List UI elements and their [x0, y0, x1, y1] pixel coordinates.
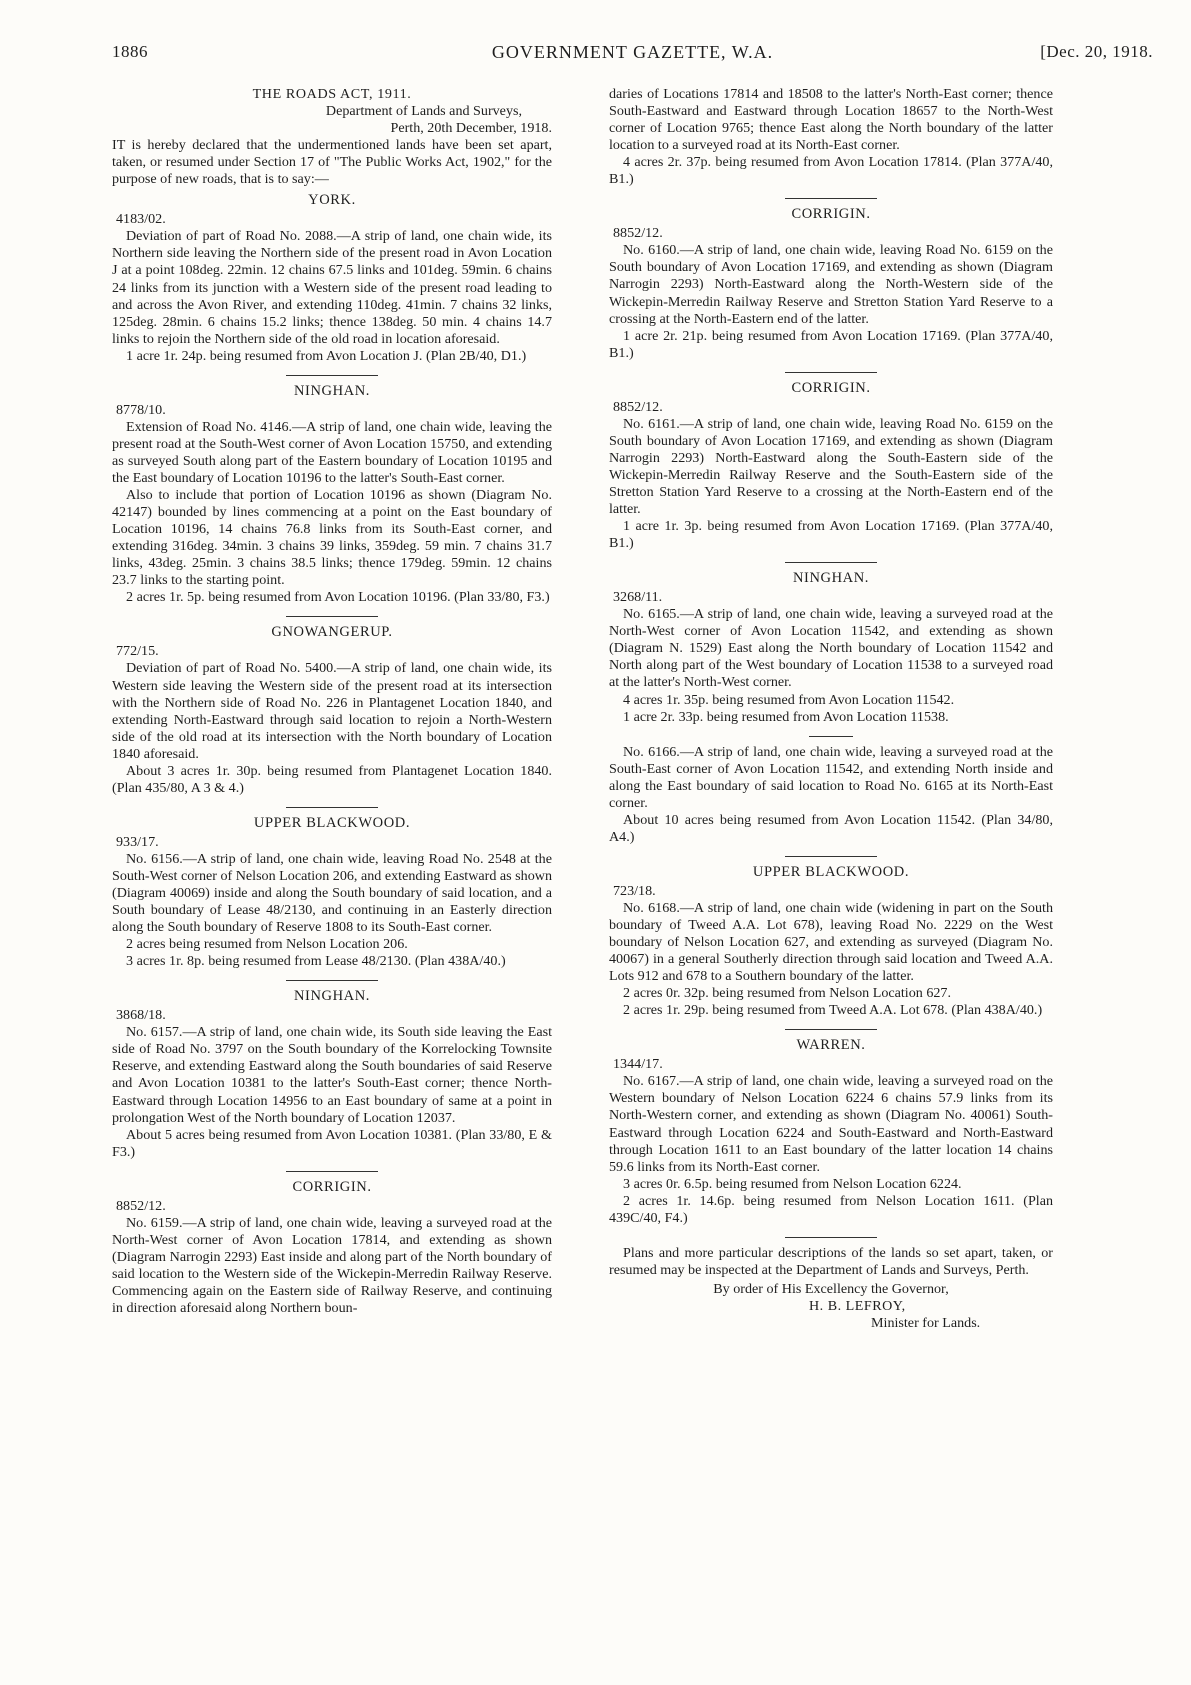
- signatory-name: H. B. LEFROY,: [809, 1297, 906, 1314]
- section-heading: UPPER BLACKWOOD.: [253, 814, 411, 831]
- section-divider: [809, 736, 853, 737]
- section-paragraph: 4 acres 1r. 35p. being resumed from Avon Location 11542.: [623, 691, 955, 708]
- section-paragraph: 2 acres being resumed from Nelson Location 206.: [126, 936, 408, 953]
- page-number: 1886: [112, 42, 148, 61]
- section-paragraph: Extension of Road No. 4146.—A strip of land, one chain wide, leaving the present road at the South-West corner of Avon Location 15750, and extending as surveyed South along part of the Eastern boundary of Location 10195 and the East boundary of Location 10196 to the latter's South-East corner.: [112, 418, 552, 486]
- section-paragraph: No. 6167.—A strip of land, one chain wide, leaving a surveyed road on the Western boundary of Nelson Location 6224 6 chains 57.9 links from its North-Western corner, and extending as shown (Diagram No. 40061) South-Eastward through Location 6224 and South-Eastward and North-Eastward through Location 1611 to an East boundary of the latter location 14 chains 59.6 links from its North-East corner.: [609, 1073, 1053, 1175]
- notice-department: Department of Lands and Surveys,: [325, 103, 522, 120]
- issue-date: [Dec. 20, 1918.: [1040, 42, 1153, 61]
- publication-title: GOVERNMENT GAZETTE, W.A.: [491, 42, 774, 62]
- section-heading: YORK.: [308, 192, 356, 209]
- section-heading: NINGHAN.: [293, 382, 371, 399]
- file-reference: 772/15.: [116, 643, 159, 660]
- section-heading: NINGHAN.: [792, 570, 870, 587]
- section-divider: [785, 1237, 877, 1238]
- text-columns: [112, 86, 1153, 1676]
- page-header: [112, 38, 1153, 64]
- section-heading: WARREN.: [796, 1037, 866, 1054]
- section-paragraph: 1 acre 1r. 3p. being resumed from Avon Location 17169. (Plan 377A/40, B1.): [609, 518, 1053, 552]
- section-paragraph: About 5 acres being resumed from Avon Location 10381. (Plan 33/80, E & F3.): [112, 1126, 552, 1160]
- section-paragraph: Deviation of part of Road No. 2088.—A strip of land, one chain wide, its Northern side leaving the Northern side of the present road in Avon Location J at a point 108deg. 22min. 12 chains 67.5 links and 101deg. 59min. 6 chains 24 links from its junction with a Western side of the present road leading to and across the Avon River, and extending 110deg. 41min. 7 chains 32 links, 125deg. 28min. 6 chains 15.2 links; thence 138deg. 50 min. 4 chains 14.7 links to rejoin the Northern side of the old road in location aforesaid.: [112, 228, 552, 347]
- file-reference: 1344/17.: [613, 1056, 663, 1073]
- section-paragraph: 2 acres 1r. 5p. being resumed from Avon Location 10196. (Plan 33/80, F3.): [126, 589, 550, 606]
- file-reference: 8852/12.: [613, 225, 663, 242]
- signatory-title: Minister for Lands.: [871, 1315, 981, 1331]
- file-reference: 8778/10.: [116, 401, 166, 418]
- section-paragraph: 3 acres 0r. 6.5p. being resumed from Nelson Location 6224.: [623, 1175, 962, 1192]
- section-divider: [785, 372, 877, 373]
- section-paragraph: 2 acres 1r. 29p. being resumed from Tweed A.A. Lot 678. (Plan 438A/40.): [623, 1002, 1043, 1019]
- section-paragraph: No. 6161.—A strip of land, one chain wide, leaving Road No. 6159 on the South boundary of Avon Location 17169, and extending as shown (Diagram Narrogin 2293) North-Eastward along the South-Eastern side of the Wickepin-Merredin Railway Reserve and the South-Eastern side of the Stretton Station Yard Reserve to a crossing at the North-Eastern end of the latter.: [609, 415, 1053, 518]
- notice-place-date: Perth, 20th December, 1918.: [390, 120, 552, 137]
- section-paragraph: Also to include that portion of Location 10196 as shown (Diagram No. 42147) bounded by lines commencing at a point on the East boundary of Location 10196, 14 chains 76.8 links from its South-East corner, and extending 316deg. 34min. 3 chains 39 links, 359deg. 59 min. 7 chains 31.7 links, 43deg. 25min. 3 chains 38.5 links; thence 179deg. 59min. 12 chains 23.7 links to the starting point.: [112, 487, 552, 589]
- section-paragraph: No. 6168.—A strip of land, one chain wide (widening in part on the South boundary of Tweed A.A. Lot 678), leaving Road No. 2229 on the West boundary of Nelson Location 627, and extending as surveyed (Diagram No. 40067) in a general Southerly direction through said location and Tweed A.A. Lots 912 and 678 to a Southern boundary of the latter.: [609, 899, 1053, 985]
- section-paragraph: About 10 acres being resumed from Avon Location 11542. (Plan 34/80, A4.): [609, 811, 1053, 845]
- section-divider: [286, 807, 378, 808]
- by-order-line: By order of His Excellency the Governor,: [713, 1280, 949, 1297]
- section-paragraph: 2 acres 1r. 14.6p. being resumed from Nelson Location 1611. (Plan 439C/40, F4.): [609, 1192, 1053, 1226]
- file-reference: 4183/02.: [116, 211, 166, 228]
- file-reference: 8852/12.: [613, 398, 663, 415]
- section-paragraph: 1 acre 1r. 24p. being resumed from Avon Location J. (Plan 2B/40, D1.): [126, 347, 527, 364]
- section-heading: UPPER BLACKWOOD.: [752, 863, 910, 880]
- section-heading: CORRIGIN.: [791, 379, 871, 396]
- section-paragraph: 3 acres 1r. 8p. being resumed from Lease 48/2130. (Plan 438A/40.): [126, 953, 506, 970]
- section-paragraph: No. 6166.—A strip of land, one chain wide, leaving a surveyed road at the South-East corner of Avon Location 11542, and extending North inside and along the East boundary of said location to Road No. 6165 at its North-East corner.: [609, 743, 1053, 811]
- section-paragraph: 2 acres 0r. 32p. being resumed from Nelson Location 627.: [623, 985, 951, 1002]
- section-paragraph: 4 acres 2r. 37p. being resumed from Avon Location 17814. (Plan 377A/40, B1.): [609, 154, 1053, 188]
- closing-paragraph: Plans and more particular descriptions of the lands so set apart, taken, or resumed may be inspected at the Department of Lands and Surveys, Perth.: [609, 1244, 1053, 1278]
- section-divider: [286, 1171, 378, 1172]
- section-heading: GNOWANGERUP.: [271, 624, 393, 641]
- section-paragraph: 1 acre 2r. 33p. being resumed from Avon Location 11538.: [623, 708, 949, 725]
- section-paragraph: About 3 acres 1r. 30p. being resumed from Plantagenet Location 1840. (Plan 435/80, A 3 & 4.): [112, 762, 552, 796]
- section-paragraph: No. 6157.—A strip of land, one chain wide, its South side leaving the East side of Road No. 3797 on the South boundary of the Korrelocking Townsite Reserve, and extending Eastward along the South boundaries of said Reserve and Avon Location 10381 to the latter's South-East corner; thence North-Eastward through Location 14956 to an East boundary of same at a point in prolongation West of the North boundary of Location 12037.: [112, 1024, 552, 1126]
- section-paragraph: No. 6156.—A strip of land, one chain wide, leaving Road No. 2548 at the South-West corner of Nelson Location 206, and extending Eastward as shown (Diagram 40069) inside and along the South boundary of said location, and a South boundary of Lease 48/2130, and continuing in an Easterly direction along the South boundary of Reserve 1808 to its South-East corner.: [112, 850, 552, 936]
- section-paragraph: Deviation of part of Road No. 5400.—A strip of land, one chain wide, its Western side leaving the Western side of the present road at its intersection with the Northern side of Road No. 226 in Plantagenet Location 1840, and extending North-Eastward through said location to rejoin a North-Western side of the old road at its intersection with the North boundary of Location 1840 aforesaid.: [112, 660, 552, 762]
- section-paragraph: 1 acre 2r. 21p. being resumed from Avon Location 17169. (Plan 377A/40, B1.): [609, 327, 1053, 361]
- right-column: [609, 86, 1053, 1332]
- file-reference: 3268/11.: [613, 589, 663, 606]
- section-paragraph: No. 6165.—A strip of land, one chain wide, leaving a surveyed road at the North-West corner of Avon Location 11542, and extending as shown (Diagram N. 1529) East along the North boundary of Location 11542 and North along part of the West boundary of Location 11538 to a surveyed road at the latter's North-West corner.: [609, 606, 1053, 691]
- file-reference: 723/18.: [613, 882, 656, 899]
- section-divider: [286, 980, 378, 981]
- section-heading: CORRIGIN.: [791, 206, 871, 223]
- left-column: [112, 86, 552, 1317]
- section-paragraph: No. 6160.—A strip of land, one chain wide, leaving Road No. 6159 on the South boundary of Avon Location 17169, and extending as shown (Diagram Narrogin 2293) North-Eastward along the North-Western side of the Wickepin-Merredin Railway Reserve and Stretton Station Yard Reserve to a crossing at the North-Eastern end of the latter.: [609, 242, 1053, 327]
- section-divider: [785, 1029, 877, 1030]
- file-reference: 933/17.: [116, 833, 159, 850]
- notice-title: THE ROADS ACT, 1911.: [252, 86, 412, 102]
- section-divider: [286, 616, 378, 617]
- section-paragraph: No. 6159.—A strip of land, one chain wide, leaving a surveyed road at the North-West corner of Avon Location 17814, and extending as shown (Diagram Narrogin 2293) East inside and along part of the North boundary of said location to the Western side of the Wickepin-Merredin Railway Reserve. Commencing again on the Eastern side of Railway Reserve, and continuing in direction aforesaid along Northern boun-: [112, 1214, 552, 1317]
- section-divider: [785, 562, 877, 563]
- file-reference: 3868/18.: [116, 1007, 166, 1024]
- notice-intro: IT is hereby declared that the undermentioned lands have been set apart, taken, or resumed under Section 17 of "The Public Works Act, 1902," for the purpose of new roads, that is to say:—: [112, 137, 552, 188]
- section-heading: CORRIGIN.: [292, 1178, 372, 1195]
- section-divider: [785, 198, 877, 199]
- section-heading: NINGHAN.: [293, 988, 371, 1005]
- section-divider: [286, 375, 378, 376]
- section-paragraph-continued: daries of Locations 17814 and 18508 to the latter's North-East corner; thence South-Eastward and Eastward through Location 18657 to the North-West corner of Location 9765; thence East along the North boundary of the latter location to a surveyed road at its North-East corner.: [609, 86, 1053, 154]
- file-reference: 8852/12.: [116, 1197, 166, 1214]
- section-divider: [785, 856, 877, 857]
